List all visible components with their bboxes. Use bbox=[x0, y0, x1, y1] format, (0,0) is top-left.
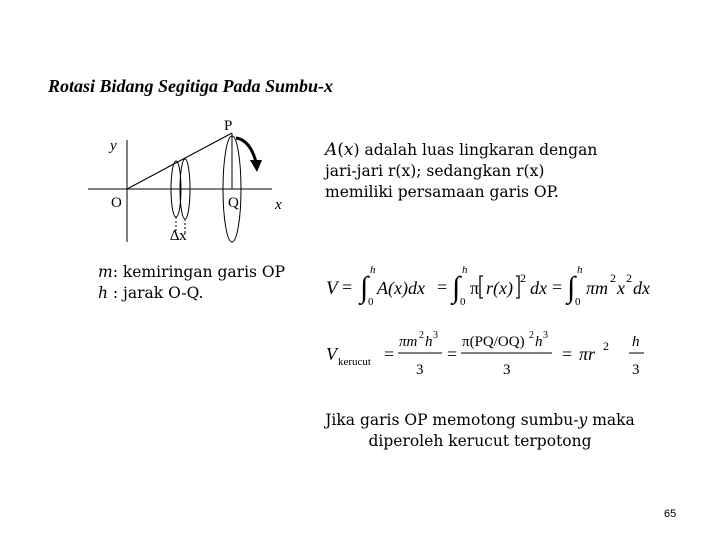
svg-text:=: = bbox=[437, 277, 448, 297]
conclusion-line-2: diperoleh kerucut terpotong bbox=[368, 432, 592, 450]
svg-text:πm: πm bbox=[586, 278, 609, 298]
svg-text:dx: dx bbox=[633, 278, 650, 298]
svg-text:π: π bbox=[470, 278, 480, 298]
svg-text:2: 2 bbox=[520, 271, 526, 285]
svg-text:π(PQ/OQ): π(PQ/OQ) bbox=[462, 334, 525, 350]
svg-text:r(x): r(x) bbox=[486, 278, 513, 298]
svg-text:h: h bbox=[577, 264, 583, 276]
cone-volume-equation bbox=[320, 322, 660, 382]
svg-text:h: h bbox=[370, 264, 376, 276]
svg-text:x: x bbox=[617, 278, 625, 298]
svg-text:3: 3 bbox=[416, 362, 424, 378]
legend-h: h : jarak O-Q. bbox=[98, 284, 204, 302]
line-op bbox=[127, 133, 232, 189]
label-p: P bbox=[224, 118, 233, 134]
integral-sign-icon: ∫ bbox=[567, 271, 576, 304]
svg-text:V: V bbox=[326, 278, 338, 299]
area-description bbox=[325, 140, 615, 203]
symbol-legend bbox=[98, 262, 285, 304]
rotation-arrowhead-icon bbox=[250, 160, 262, 172]
svg-text:=: = bbox=[447, 344, 458, 364]
svg-text:3: 3 bbox=[632, 362, 640, 378]
rotation-diagram bbox=[0, 0, 330, 260]
page-number: 65 bbox=[664, 508, 677, 520]
desc-line-1: A(x) adalah luas lingkaran dengan bbox=[325, 140, 598, 160]
svg-text:2: 2 bbox=[603, 339, 609, 353]
svg-text:A(x)dx: A(x)dx bbox=[377, 278, 425, 298]
integral-sign-icon: ∫ bbox=[360, 271, 369, 304]
svg-text:3: 3 bbox=[503, 362, 511, 378]
svg-text:=: = bbox=[384, 344, 395, 364]
legend-m: m: kemiringan garis OP bbox=[98, 263, 286, 281]
svg-text:2: 2 bbox=[419, 330, 424, 341]
svg-text:=: = bbox=[342, 277, 353, 297]
label-q: Q bbox=[228, 195, 239, 211]
svg-text:=: = bbox=[562, 344, 573, 364]
svg-text:h: h bbox=[425, 334, 433, 350]
volume-integral-equation bbox=[320, 260, 660, 310]
conclusion-line-1: Jika garis OP memotong sumbu-y maka bbox=[325, 411, 635, 429]
desc-line-3: memiliki persamaan garis OP. bbox=[325, 183, 559, 201]
svg-text:2: 2 bbox=[610, 271, 616, 285]
svg-text:3: 3 bbox=[433, 330, 438, 341]
svg-text:0: 0 bbox=[575, 296, 581, 308]
left-bracket-icon bbox=[480, 276, 483, 298]
svg-text:πm: πm bbox=[399, 334, 418, 350]
integral-sign-icon: ∫ bbox=[452, 271, 461, 304]
svg-text:0: 0 bbox=[368, 296, 374, 308]
label-o: O bbox=[111, 195, 122, 211]
label-y: y bbox=[110, 138, 117, 154]
svg-text:2: 2 bbox=[626, 271, 632, 285]
svg-text:h: h bbox=[462, 264, 468, 276]
svg-text:V: V bbox=[326, 344, 337, 364]
svg-text:kerucut: kerucut bbox=[338, 356, 371, 368]
svg-text:h: h bbox=[535, 334, 543, 350]
svg-text:3: 3 bbox=[543, 330, 548, 341]
svg-text:dx: dx bbox=[530, 278, 547, 298]
label-delta-x: ∆x bbox=[170, 228, 187, 244]
svg-text:πr: πr bbox=[579, 344, 596, 364]
slide-title: Rotasi Bidang Segitiga Pada Sumbu-x bbox=[48, 76, 334, 96]
desc-line-2: jari-jari r(x); sedangkan r(x) bbox=[325, 162, 545, 180]
svg-text:=: = bbox=[552, 277, 563, 297]
right-bracket-icon bbox=[516, 276, 519, 298]
label-x: x bbox=[275, 197, 282, 213]
conclusion-text bbox=[322, 410, 638, 452]
svg-text:2: 2 bbox=[529, 330, 534, 341]
svg-text:h: h bbox=[632, 334, 640, 350]
svg-text:0: 0 bbox=[460, 296, 466, 308]
